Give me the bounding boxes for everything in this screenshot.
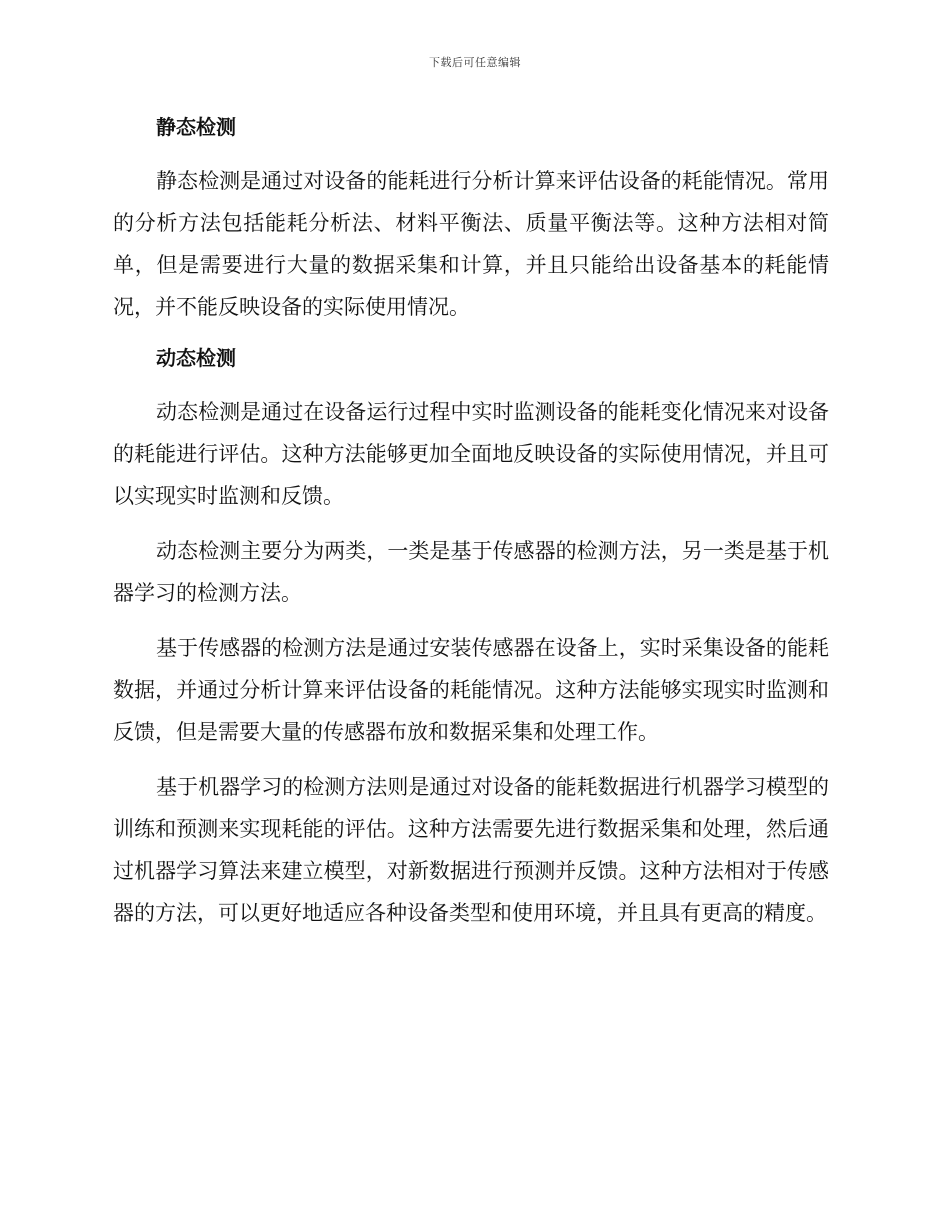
paragraph: 动态检测主要分为两类，一类是基于传感器的检测方法，另一类是基于机器学习的检测方法。 [113,539,829,605]
section-heading-dynamic: 动态检测 [156,346,236,370]
document-body [113,110,829,947]
paragraph: 基于机器学习的检测方法则是通过对设备的能耗数据进行机器学习模型的训练和预测来实现耗能的评估。这种方法需要先进行数据采集和处理，然后通过机器学习算法来建立模型，对新数据进行预测并反馈。这种方法相对于传感器的方法，可以更好地适应各种设备类型和使用环境，并且具有更高的精度。 [113,775,829,925]
section-heading-static: 静态检测 [156,115,236,139]
page-header-note: 下载后可任意编辑 [429,56,521,69]
paragraph: 静态检测是通过对设备的能耗进行分析计算来评估设备的耗能情况。常用的分析方法包括能耗分析法、材料平衡法、质量平衡法等。这种方法相对简单，但是需要进行大量的数据采集和计算，并且只能给出设备基本的耗能情况，并不能反映设备的实际使用情况。 [113,169,829,319]
paragraph: 动态检测是通过在设备运行过程中实时监测设备的能耗变化情况来对设备的耗能进行评估。这种方法能够更加全面地反映设备的实际使用情况，并且可以实现实时监测和反馈。 [113,400,829,508]
paragraph: 基于传感器的检测方法是通过安装传感器在设备上，实时采集设备的能耗数据，并通过分析计算来评估设备的耗能情况。这种方法能够实现实时监测和反馈，但是需要大量的传感器布放和数据采集和处理工作。 [113,636,829,744]
